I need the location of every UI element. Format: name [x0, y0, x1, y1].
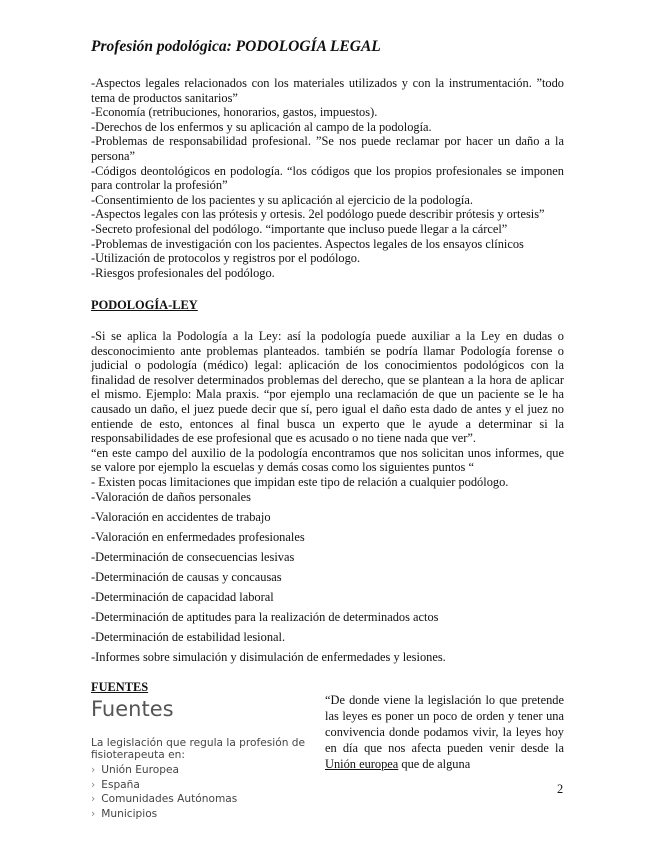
- slide-list: [91, 763, 313, 821]
- topic-item: -Aspectos legales relacionados con los materiales utilizados y con la instrumentación. ”todo tema de productos sanitarios”: [91, 76, 564, 105]
- valuation-item: -Determinación de aptitudes para la realización de determinados actos: [91, 610, 439, 624]
- page-header-title: Profesión podológica: PODOLOGÍA LEGAL: [91, 38, 381, 55]
- topic-item: -Derechos de los enfermos y su aplicación al campo de la podología.: [91, 119, 432, 134]
- topic-item: -Consentimiento de los pacientes y su aplicación al ejercicio de la podología.: [91, 192, 473, 207]
- valuation-item: -Informes sobre simulación y disimulación de enfermedades y lesiones.: [91, 650, 446, 664]
- section-title-podologia-ley: PODOLOGÍA-LEY: [91, 298, 198, 312]
- topic-item: -Economía (retribuciones, honorarios, gastos, impuestos).: [91, 105, 378, 120]
- fuentes-text-start: “De donde viene la legislación lo que pretende las leyes es poner un poco de orden y tener una convivencia donde podamos vivir, la leyes hoy en día que nos afecta pueden venir desde la: [325, 693, 564, 755]
- slide-text: La legislación que regula la profesión de fisioterapeuta en:: [91, 737, 306, 761]
- valuation-item: -Determinación de consecuencias lesivas: [91, 550, 295, 564]
- fuentes-slide-image: [91, 697, 313, 837]
- valuation-item: -Determinación de capacidad laboral: [91, 590, 274, 604]
- slide-title: Fuentes: [91, 697, 174, 721]
- valuation-item: -Valoración de daños personales: [91, 490, 251, 504]
- topics-list: [91, 76, 564, 280]
- topic-item: -Utilización de protocolos y registros por el podólogo.: [91, 251, 361, 266]
- topic-item: -Códigos deontológicos en podología. “los códigos que los propios profesionales se imponen para controlar la profesión”: [91, 163, 564, 193]
- fuentes-text-end: que de alguna: [398, 757, 471, 771]
- valuation-item: -Determinación de estabilidad lesional.: [91, 630, 286, 644]
- valuation-item: -Determinación de causas y concausas: [91, 570, 282, 584]
- ley-paragraph: -Si se aplica la Podología a la Ley: así la podología puede auxiliar a la Ley en dudas o desconocimiento ante problemas planteados. también se podría llamar Podología forense o judicial o podología (médico) legal: aplicación de los conocimientos podológicos con la finalidad de resolver determinados problemas del derecho, que se plantean a la hora de aplicar el mismo. Ejemplo: Mala praxis. “por ejemplo una reclamación de que un paciente se le ha causado un daño, el juez puede decir que sí, pero igual el daño esta dado de antes y el juez no entiende de esto, entonces al final busca un experto que le ayude a determinar si la responsabilidades de ese profesional que es acusado o no tiene nada que ver”.: [91, 329, 564, 446]
- topic-item: -Secreto profesional del podólogo. “importante que incluso puede llegar a la cárcel”: [91, 221, 508, 236]
- topic-item: -Problemas de investigación con los pacientes. Aspectos legales de los ensayos clínicos: [91, 236, 524, 251]
- topic-item: -Riesgos profesionales del podólogo.: [91, 265, 275, 280]
- valuation-item: -Valoración en accidentes de trabajo: [91, 510, 271, 524]
- slide-list-item: › España: [91, 778, 313, 793]
- topic-item: -Problemas de responsabilidad profesional. ”Se nos puede reclamar por hacer un daño a la persona”: [91, 134, 564, 163]
- slide-list-item: › Comunidades Autónomas: [91, 792, 313, 807]
- slide-list-item: › Municipios: [91, 807, 313, 822]
- page-number: 2: [557, 782, 564, 796]
- ley-limit-note: - Existen pocas limitaciones que impidan este tipo de relación a cualquier podólogo.: [91, 474, 509, 489]
- union-europea-link[interactable]: Unión europea: [325, 757, 399, 771]
- slide-list-item: › Unión Europea: [91, 763, 313, 778]
- topic-item: -Aspectos legales con las prótesis y ortesis. 2el podólogo puede describir prótesis y ortesis”: [91, 207, 545, 222]
- fuentes-right-text: [325, 692, 564, 772]
- section-title-fuentes: FUENTES: [91, 680, 149, 694]
- valuations-list: [91, 490, 564, 670]
- ley-quote: “en este campo del auxilio de la podología encontramos que nos solicitan unos informes, que se valore por ejemplo la escuelas y demás cosas como los siguientes puntos “: [91, 445, 564, 475]
- ley-text: [91, 329, 564, 490]
- valuation-item: -Valoración en enfermedades profesionales: [91, 530, 305, 544]
